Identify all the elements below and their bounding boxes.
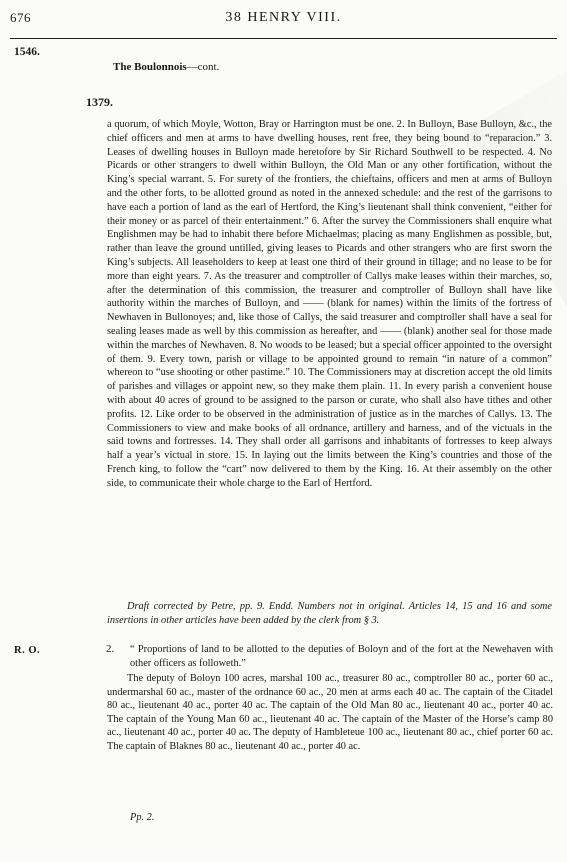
section-title-suffix: —cont. (186, 61, 220, 73)
year-label: 1546. (14, 46, 40, 58)
entry-number: 1379. (86, 95, 113, 109)
header-rule (10, 38, 557, 39)
pages-note: Pp. 2. (130, 812, 155, 823)
item-number: 2. (106, 643, 115, 655)
item-body: The deputy of Boloyn 100 acres, marshal 100 ac., treasurer 80 ac., comptroller 80 ac., porter 60 ac., undermarshal 60 ac., master of the ordnance 60 ac., 20 men at arms each 40 ac. The captain of the Citadel 80 ac., lieutenant 40 ac., porter 40 ac. The captain of the Old Man 80 ac., lieutenant 40 ac., porter 40 ac. The captain of the Young Man 60 ac., lieutenant 40 ac. The captain of the Master of the Horse’s camp 80 ac., lieutenant 40 ac., porter 40 ac. The deputy of Hambleteue 100 ac., lieutenant 80 ac., chief porter 60 ac. The captain of Blaknes 80 ac., lieutenant 40 ac., porter 40 ac. (107, 673, 553, 752)
draft-note: Draft corrected by Petre, pp. 9. Endd. Numbers not in original. Articles 14, 15 and 16 and some insertions in other articles have been added by the clerk from § 3. (107, 601, 552, 626)
record-office-label: R. O. (14, 645, 41, 656)
page-header (10, 10, 557, 32)
page-number: 676 (10, 10, 31, 25)
section-title-lead: The Boulonnois (113, 61, 187, 73)
section-title (113, 61, 219, 73)
main-text: a quorum, of which Moyle, Wotton, Bray or Harrington must be one. 2. In Bulloyn, Base Bulloyn, &c., the chief officers and men at arms to have dwelling houses, rent free, they being bound to “reparacion.” 3. Leases of dwelling houses in Bulloyn made heretofore by Sir Richard Southwell to be respected. 4. No Picards or other strangers to dwell within Bulloyn, the Old Man or any other fortification, without the King’s special warrant. 5. For surety of the frontiers, the chieftains, officers and men at arms of Bulloyn and the other forts, to be allotted ground as noted in the annexed schedule: and the rest of the garrisons to have each a portion of land as the earl of Hertford, the King’s lieutenant shall think convenient, “either for their money or as parcel of their entertainment.” 6. After the survey the Commissioners shall enquire what Englishmen may be had to inhabit there before Michaelmas; placing as many Englishmen as possible, but, rather than leave the ground untilled, giving leases to Picards and other strangers who are first sworn the King’s subjects. All leaseholders to keep at least one third of their ground in tillage; and no lease to be for more than eight years. 7. As the treasurer and comptroller of Callys make leases within their marches, so, after the determination of this commission, the treasurer and comptroller of Bulloyn shall have like authority within the marches of Bulloyn, and —— (blank for names) within the limits of the fortress of Newhaven in Bullonoyes; and, like those of Callys, the said treasurer and comptroller shall have a seal for sealing leases made as well by this commission as hereafter, and —— (blank) another seal for those made within the marches of Newhaven. 8. No woods to be leased; but a special officer appointed to the oversight of them. 9. Every town, parish or village to be appointed ground to remain “in nature of a common” whereon to “use shooting or other pastime.” 10. The Commissioners may at discretion accept the old limits of parishes and villages or appoint new, so they make them plain. 11. In every parish a convenient house with about 40 acres of ground to be assigned to the parson or curate, who shall also have tithes and other profits. 12. Like order to be observed in the administration of justice as in the marches of Callys. 13. The Commissioners to view and make books of all ordnance, artillery and harness, and of the victuals in the said towns and fortresses. 14. They shall order all garrisons and inhabitants of fortresses to keep always half a year’s victual in store. 15. In laying out the limits between the King’s countries and those of the French king, to follow the “cart” now delivered to them by the King. 16. At their assembly on the other side, to communicate their whole charge to the Earl of Hertford. (107, 119, 552, 489)
running-head: 38 HENRY VIII. (225, 10, 342, 25)
item-quote: “ Proportions of land to be allotted to the deputies of Boloyn and of the fort at the Newehaven with other officers as followeth.” (130, 644, 553, 669)
